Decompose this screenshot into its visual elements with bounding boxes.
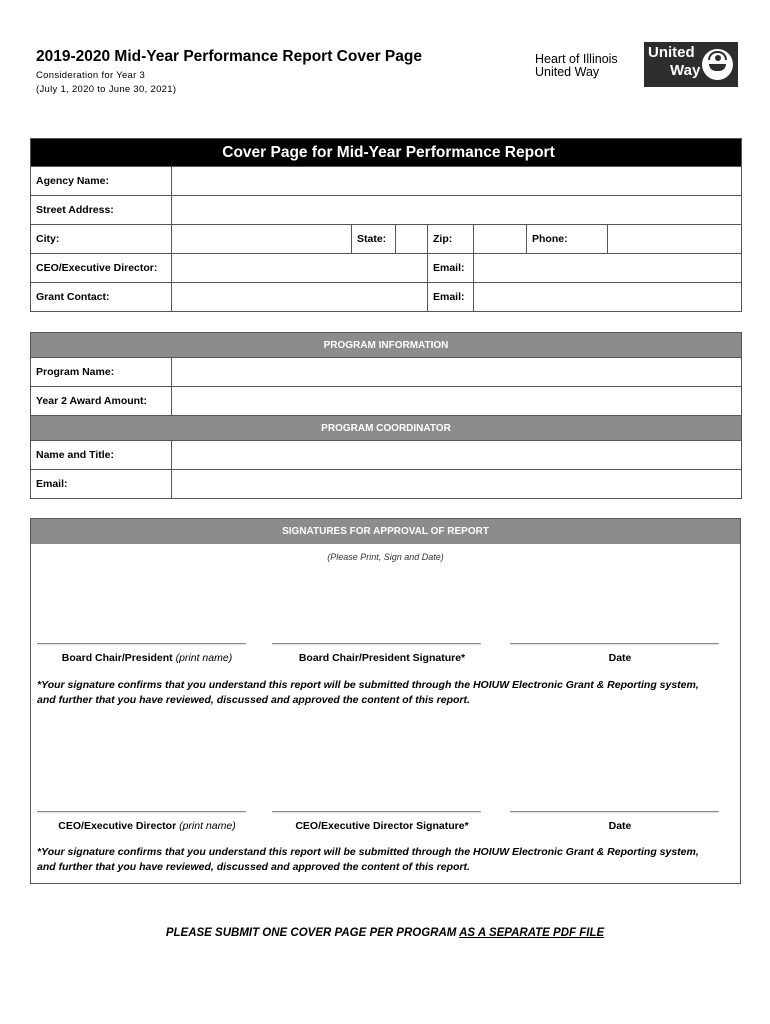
- grant-email-label: Email:: [428, 283, 474, 312]
- grant-email-field[interactable]: [474, 283, 742, 312]
- subtitle-date-range: (July 1, 2020 to June 30, 2021): [36, 84, 177, 95]
- logo-text-line1: United: [648, 44, 695, 61]
- award-amount-label: Year 2 Award Amount:: [31, 387, 172, 416]
- organization-name: [535, 53, 618, 79]
- city-field[interactable]: [172, 225, 352, 254]
- submission-instruction-underlined: AS A SEPARATE PDF FILE: [459, 927, 605, 939]
- ceo-date-line[interactable]: _______________________________________: [510, 801, 719, 813]
- phone-label: Phone:: [527, 225, 608, 254]
- ceo-confirmation-text: *Your signature confirms that you understand this report will be submitted through the HOIUW Electronic Grant & Reporting system, and further that you have reviewed, discussed and approved the content of this report.: [37, 846, 699, 873]
- agency-name-label: Agency Name:: [31, 167, 172, 196]
- program-info-heading: PROGRAM INFORMATION: [31, 333, 742, 358]
- program-name-label: Program Name:: [31, 358, 172, 387]
- zip-label: Zip:: [428, 225, 474, 254]
- united-way-logo: [644, 42, 738, 87]
- ceo-signature-label: CEO/Executive Director Signature*: [295, 820, 469, 832]
- city-label: City:: [31, 225, 172, 254]
- street-address-field[interactable]: [172, 196, 742, 225]
- subtitle-consideration: Consideration for Year 3: [36, 70, 146, 81]
- org-name-line1: Heart of Illinois: [535, 52, 618, 66]
- ceo-date-label: Date: [608, 820, 632, 832]
- board-date-line[interactable]: _______________________________________: [510, 633, 719, 645]
- street-address-label: Street Address:: [31, 196, 172, 225]
- board-print-name-label: Board Chair/President (print name): [61, 652, 233, 664]
- grant-contact-field[interactable]: [172, 283, 428, 312]
- page-title: 2019-2020 Mid-Year Performance Report Cover Page: [36, 48, 422, 65]
- program-coordinator-heading: PROGRAM COORDINATOR: [31, 416, 742, 441]
- org-name-line2: United Way: [535, 65, 600, 79]
- agency-name-field[interactable]: [172, 167, 742, 196]
- ceo-label: CEO/Executive Director:: [31, 254, 172, 283]
- logo-text: [648, 44, 700, 80]
- cover-table-heading: Cover Page for Mid-Year Performance Report: [31, 139, 742, 167]
- ceo-signature-line[interactable]: _______________________________________: [272, 801, 481, 813]
- name-title-label: Name and Title:: [31, 441, 172, 470]
- board-print-name-line[interactable]: _______________________________________: [37, 633, 246, 645]
- ceo-email-label: Email:: [428, 254, 474, 283]
- signatures-section: [30, 518, 741, 884]
- ceo-field[interactable]: [172, 254, 428, 283]
- ceo-print-name-label: CEO/Executive Director (print name): [58, 820, 236, 832]
- board-signature-line[interactable]: _______________________________________: [272, 633, 481, 645]
- award-amount-field[interactable]: [172, 387, 742, 416]
- coordinator-email-label: Email:: [31, 470, 172, 499]
- program-name-field[interactable]: [172, 358, 742, 387]
- submission-instruction: [0, 927, 770, 939]
- board-date-label: Date: [608, 652, 632, 664]
- coordinator-email-field[interactable]: [172, 470, 742, 499]
- grant-contact-label: Grant Contact:: [31, 283, 172, 312]
- board-confirmation-text: *Your signature confirms that you understand this report will be submitted through the HOIUW Electronic Grant & Reporting system, and further that you have reviewed, discussed and approved the content of this report.: [37, 679, 699, 706]
- agency-info-table: [30, 138, 742, 312]
- document-header: [36, 44, 736, 98]
- united-way-hand-person-rainbow-icon: [702, 49, 733, 80]
- ceo-email-field[interactable]: [474, 254, 742, 283]
- state-label: State:: [352, 225, 396, 254]
- submission-instruction-prefix: PLEASE SUBMIT ONE COVER PAGE PER PROGRAM: [165, 927, 460, 939]
- state-field[interactable]: [396, 225, 428, 254]
- name-title-field[interactable]: [172, 441, 742, 470]
- program-info-table: [30, 332, 742, 499]
- ceo-print-name-line[interactable]: _______________________________________: [37, 801, 246, 813]
- phone-field[interactable]: [608, 225, 742, 254]
- board-signature-label: Board Chair/President Signature*: [298, 652, 466, 664]
- signatures-note: (Please Print, Sign and Date): [327, 552, 444, 562]
- signatures-heading: SIGNATURES FOR APPROVAL OF REPORT: [31, 519, 740, 544]
- logo-text-line2: Way: [670, 62, 701, 79]
- zip-field[interactable]: [474, 225, 527, 254]
